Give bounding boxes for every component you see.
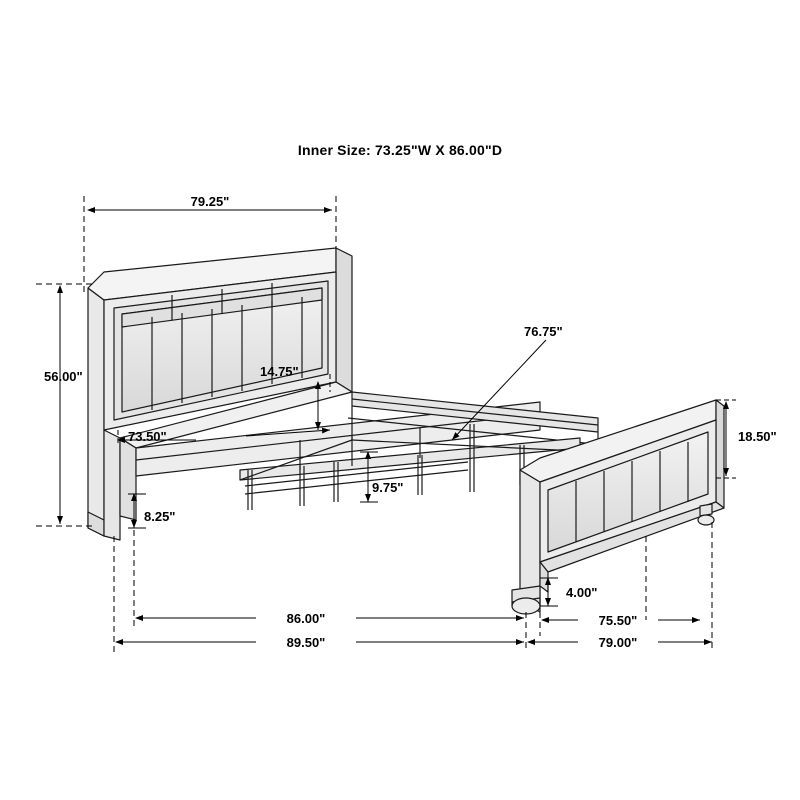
dim-footboard-inner-width: 75.50" (598, 613, 638, 628)
bed-illustration (88, 248, 724, 614)
dim-slat-height: 9.75" (372, 480, 404, 495)
dim-mattress-support-length: 76.75" (524, 324, 563, 339)
dim-headboard-panel-width: 73.50" (128, 429, 167, 444)
dim-inner-length: 86.00" (286, 611, 326, 626)
diagram-title: Inner Size: 73.25"W X 86.00"D (297, 142, 503, 158)
dim-side-rail-clearance: 8.25" (144, 509, 176, 524)
dim-headboard-width: 79.25" (190, 194, 230, 209)
dim-overall-height: 56.00" (44, 369, 83, 384)
dim-footboard-width: 79.00" (598, 635, 638, 650)
dim-overall-length: 89.50" (286, 635, 326, 650)
dim-foot-leg-height: 4.00" (566, 585, 598, 600)
dim-headboard-lower-rail: 14.75" (260, 364, 299, 379)
dim-footboard-panel-height: 18.50" (738, 429, 777, 444)
